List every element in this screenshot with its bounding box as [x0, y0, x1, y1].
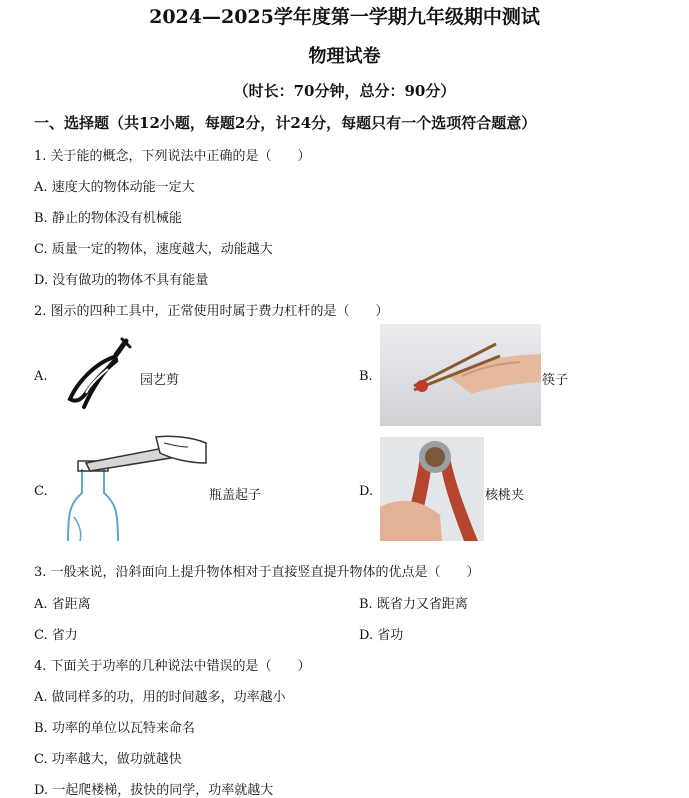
q4-option-b[interactable]: B. 功率的单位以瓦特来命名 — [34, 721, 195, 736]
q2-option-a-letter[interactable]: A. — [34, 369, 48, 384]
q4-option-c[interactable]: C. 功率越大，做功就越快 — [34, 752, 182, 767]
q1-option-d[interactable]: D. 没有做功的物体不具有能量 — [34, 273, 209, 288]
q1-option-a[interactable]: A. 速度大的物体动能一定大 — [34, 180, 195, 195]
nutcracker-photo — [380, 437, 484, 541]
q2-option-b-letter[interactable]: B. — [359, 369, 373, 384]
q4-option-d[interactable]: D. 一起爬楼梯，拔快的同学，功率就越大 — [34, 783, 274, 798]
question-2-stem: 2. 图示的四种工具中，正常使用时属于费力杠杆的是（ ） — [34, 304, 389, 319]
exam-info: （时长：70分钟，总分：90分） — [233, 82, 456, 100]
question-3-stem: 3. 一般来说，沿斜面向上提升物体相对于直接竖直提升物体的优点是（ ） — [34, 565, 480, 580]
garden-shears-icon — [56, 333, 138, 415]
chopsticks-photo — [380, 324, 541, 426]
bottle-opener-icon — [60, 433, 208, 541]
question-1-stem: 1. 关于能的概念，下列说法中正确的是（ ） — [34, 149, 311, 164]
q2-option-b-label: 筷子 — [542, 373, 569, 388]
exam-subtitle: 物理试卷 — [308, 46, 381, 67]
question-4-stem: 4. 下面关于功率的几种说法中错误的是（ ） — [34, 659, 311, 674]
q3-option-c[interactable]: C. 省力 — [34, 628, 78, 643]
q3-option-a[interactable]: A. 省距离 — [34, 597, 91, 612]
q2-option-a-label: 园艺剪 — [140, 373, 180, 388]
q2-option-c-letter[interactable]: C. — [34, 484, 48, 499]
section-heading: 一、选择题（共12小题，每题2分，计24分，每题只有一个选项符合题意） — [34, 114, 537, 132]
q4-option-a[interactable]: A. 做同样多的功，用的时间越多，功率越小 — [34, 690, 286, 705]
q3-option-b[interactable]: B. 既省力又省距离 — [359, 597, 468, 612]
q2-option-c-label: 瓶盖起子 — [209, 488, 262, 503]
exam-title: 2024—2025学年度第一学期九年级期中测试 — [149, 6, 540, 28]
q2-option-d-label: 核桃夹 — [485, 488, 525, 503]
q3-option-d[interactable]: D. 省功 — [359, 628, 404, 643]
q2-option-d-letter[interactable]: D. — [359, 484, 374, 499]
q1-option-c[interactable]: C. 质量一定的物体，速度越大，动能越大 — [34, 242, 273, 257]
q1-option-b[interactable]: B. 静止的物体没有机械能 — [34, 211, 182, 226]
